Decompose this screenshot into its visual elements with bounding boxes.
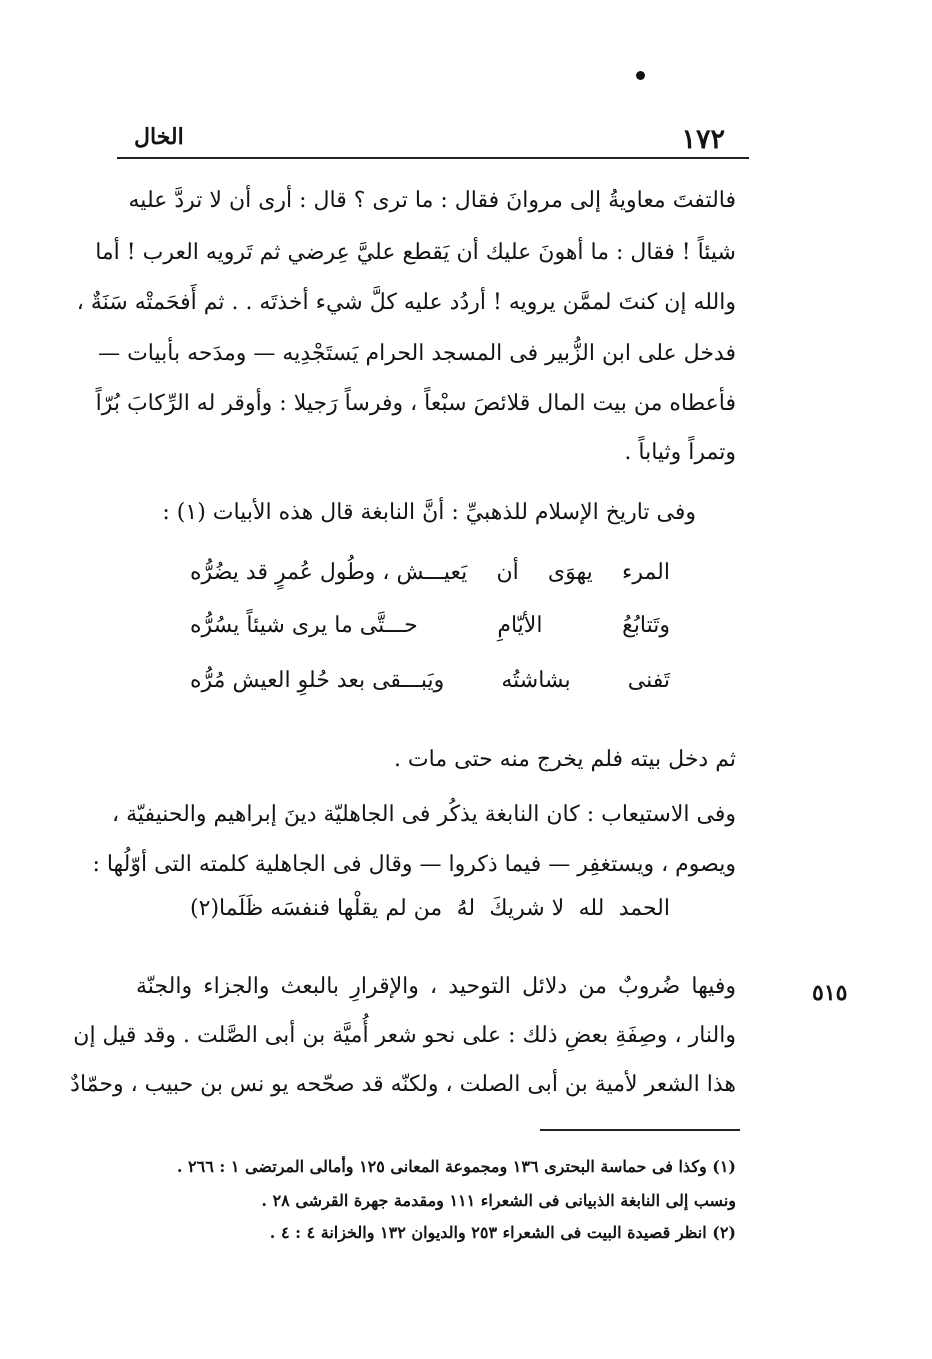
single-verse-line <box>190 896 670 921</box>
verse-word: من لم يقلْها فنفسَه ظَلَما(٢) <box>190 896 443 921</box>
verse-line <box>190 560 670 585</box>
paragraph-line: هذا الشعر لأمية بن أبى الصلت ، ولكنّه قد صحّحه يو نس بن حبيب ، وحمّادٌ <box>70 1072 736 1097</box>
verse-word: لهُ <box>456 896 476 921</box>
paragraph-line: والنار ، وصِفَةِ بعضِ ذلك : على نحو شعر أُميَّة بن أبى الصَّلت . وقد قيل إن <box>73 1023 736 1048</box>
verse-word: لا شريكَ <box>489 896 565 921</box>
footnote-line: (١) وكذا فى حماسة البحترى ١٣٦ ومجموعة المعانى ١٢٥ وأمالى المرتضى ١ : ٢٦٦ . <box>176 1157 736 1176</box>
verse-word: ويَبـــقى بعد حُلوِ العيش مُرُّه <box>190 668 445 693</box>
verses-intro: وفى تاريخ الإسلام للذهبيِّ : أنَّ النابغة قال هذه الأبيات (١) : <box>162 500 696 525</box>
running-title: الخال <box>134 124 184 150</box>
footnote-rule <box>540 1129 740 1131</box>
verse-word: يَعيـــش ، وطُول عُمرٍ قد يضُرُّه <box>190 560 468 585</box>
verse-word: أن <box>496 560 519 585</box>
paragraph-line: وفى الاستيعاب : كان النابغة يذكُر فى الجاهليّة دينَ إبراهيم والحنيفيّة ، <box>111 802 736 827</box>
paragraph-line: فالتفتَ معاويةُ إلى مروانَ فقال : ما ترى ؟ قال : أرى أن لا تردَّ عليه <box>128 188 736 213</box>
paragraph-line: فدخل على ابن الزُّبير فى المسجد الحرام يَستَجْدِيه — ومدَحه بأبيات — <box>98 341 736 366</box>
verse-word: بشاشتُه <box>501 668 571 693</box>
verse-line <box>190 613 670 638</box>
paragraph-line: وفيها ضُروبٌ من دلائل التوحيد ، والإقرارِ بالبعث والجزاء والجنّة <box>136 974 736 999</box>
page-number: ١٧٢ <box>681 124 725 155</box>
verse-word: يهوَى <box>547 560 593 585</box>
footnote-line: (٢) انظر قصيدة البيت فى الشعراء ٢٥٣ والديوان ١٣٢ والخزانة ٤ : ٤ . <box>269 1223 736 1242</box>
verse-word: لله <box>578 896 605 921</box>
verse-word: وتَتابُعُ <box>622 613 670 638</box>
header-rule <box>117 157 749 159</box>
paragraph-line: وتمراً وثياباً . <box>624 440 736 465</box>
verse-word: تَفنى <box>627 668 670 693</box>
paragraph-line: والله إن كنتَ لممَّن يرويه ! أردُد عليه كلَّ شيء أخذتَه . . ثم أَفحَمتْه سَنَةٌ ، <box>76 290 736 315</box>
paragraph-line: فأعطاه من بيت المال قلائصَ سبْعاً ، وفرساً رَجيلا : وأوقر له الرِّكابَ بُرّاً <box>95 391 736 416</box>
verse-word: الأيّامِ <box>497 613 543 638</box>
paragraph-line: ويصوم ، ويستغفِر — فيما ذكروا — وقال فى الجاهلية كلمته التى أوّلُها : <box>92 852 736 877</box>
verse-line <box>190 668 670 693</box>
after-verses-line: ثم دخل بيته فلم يخرج منه حتى مات . <box>393 747 736 772</box>
paragraph-line: شيئاً ! فقال : ما أهونَ عليك أن يَقطع عليَّ عِرضي ثم تَرويه العرب ! أما <box>95 240 736 265</box>
ink-dot <box>636 71 645 80</box>
verse-word: حـــتَّى ما يرى شيئاً يسُرُّه <box>190 613 418 638</box>
footnote-line: ونسب إلى النابغة الذبيانى فى الشعراء ١١١ ومقدمة جهرة القرشى ٢٨ . <box>261 1191 736 1210</box>
verse-word: الحمد <box>618 896 670 921</box>
margin-number: ٥١٥ <box>812 980 848 1006</box>
verse-word: المرء <box>621 560 670 585</box>
